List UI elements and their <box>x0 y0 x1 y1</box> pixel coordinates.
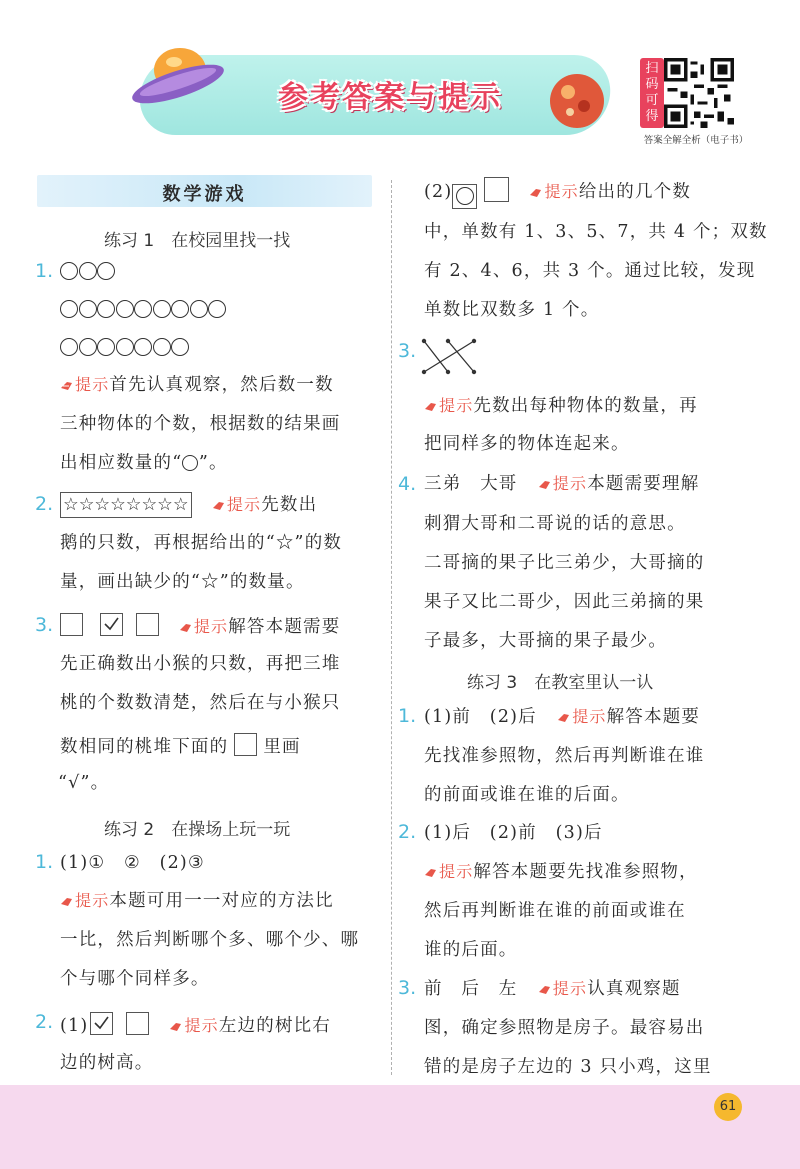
answer-box-checked <box>100 613 123 636</box>
answer-box-empty <box>126 1012 149 1035</box>
ex3-q1-number: 1. <box>398 705 417 727</box>
qr-tag: 扫码可得 <box>640 58 664 128</box>
ex3-hint-2-line-3: 谁的后面。 <box>424 940 518 960</box>
ex3-q2-answer: (1)后 (2)前 (3)后 <box>424 823 603 843</box>
q2-number: 2. <box>35 493 54 515</box>
ex3-hint-2-line-1: 提示解答本题要先找准参照物， <box>424 861 698 883</box>
exercise-3-title: 练习 3 在教室里认一认 <box>467 673 654 693</box>
hint-icon <box>538 479 551 490</box>
hint-1-line-3: 出相应数量的“ ”。 <box>60 453 228 473</box>
exercise-2-title: 练习 2 在操场上玩一玩 <box>104 820 291 840</box>
ex3-q2-number: 2. <box>398 821 417 843</box>
r-q4-answer: 三弟 大哥 提示本题需要理解 <box>424 474 700 494</box>
hint-icon <box>538 984 551 995</box>
section-title: 数学游戏 <box>162 184 247 205</box>
ex3-q1-answer: (1)前 (2)后 提示解答本题要 <box>424 707 701 727</box>
r-hint-2-line-4: 单数比双数多 1 个。 <box>424 300 600 320</box>
ex2-q1-answer: (1)① ② (2)③ <box>60 853 205 873</box>
ex3-hint-1-line-3: 的前面或谁在谁的后面。 <box>424 785 630 805</box>
hint-2-line-3: 量，画出缺少的“☆”的数量。 <box>60 572 305 592</box>
hint-3-line-4: 数相同的桃堆下面的 里画 <box>60 733 301 758</box>
page-number: 61 <box>714 1093 742 1121</box>
ex2-q2-answer: (1) 提示左边的树比右 <box>60 1012 331 1037</box>
hint-1-line-2: 三种物体的个数，根据数的结果画 <box>60 414 341 434</box>
q1-number: 1. <box>35 260 54 282</box>
r-hint-4-line-2: 刺猬大哥和二哥说的话的意思。 <box>424 514 686 534</box>
check-icon <box>103 615 120 632</box>
hint-icon <box>424 867 437 878</box>
r-hint-4-line-3: 二哥摘的果子比三弟少，大哥摘的 <box>424 553 705 573</box>
ufo-illustration <box>128 40 228 118</box>
stars-answer: ☆☆☆☆☆☆☆☆ <box>60 492 192 518</box>
hint-icon <box>212 500 225 511</box>
ex2-q2-number: 2. <box>35 1011 54 1033</box>
hint-icon <box>60 380 73 391</box>
r-hint-3-line-2: 把同样多的物体连起来。 <box>424 434 630 454</box>
circles-row-1 <box>60 262 116 281</box>
answer-box-checked <box>90 1012 113 1035</box>
qr-code[interactable] <box>664 58 734 128</box>
ex2-q1-number: 1. <box>35 851 54 873</box>
r-hint-2-line-3: 有 2、4、6，共 3 个。通过比较，发现 <box>424 261 756 281</box>
hint-3-line-3: 桃的个数数清楚，然后在与小猴只 <box>60 693 341 713</box>
r-q3-number: 3. <box>398 340 417 362</box>
hint-icon <box>557 712 570 723</box>
stars-answer-line: ☆☆☆☆☆☆☆☆ 提示先数出 <box>60 492 317 518</box>
page-title: 参考答案与提示 <box>278 80 502 115</box>
exercise-1-title: 练习 1 在校园里找一找 <box>104 231 291 251</box>
hint-icon <box>424 401 437 412</box>
hint-icon <box>60 896 73 907</box>
ex3-q3-number: 3. <box>398 977 417 999</box>
circles-row-3 <box>60 338 190 357</box>
ex2-hint-1-line-3: 个与哪个同样多。 <box>60 969 210 989</box>
matching-lines-diagram <box>420 337 480 377</box>
hint-label: 提示 <box>60 375 109 394</box>
hint-3-line-5: “√”。 <box>58 773 110 793</box>
hint-1-line-1: 提示首先认真观察，然后数一数 <box>60 374 334 396</box>
ex3-hint-3-line-3: 错的是房子左边的 3 只小鸡，这里 <box>424 1057 712 1077</box>
footer-wave <box>0 1072 800 1102</box>
r-hint-4-line-5: 子最多，大哥摘的果子最少。 <box>424 631 668 651</box>
ex2-hint-2-line-2: 边的树高。 <box>60 1053 154 1073</box>
hint-icon <box>529 187 542 198</box>
r-q4-number: 4. <box>398 473 417 495</box>
r-hint-2-line-2: 中，单数有 1、3、5、7，共 4 个；双数 <box>424 222 768 242</box>
ex3-hint-1-line-2: 先找准参照物，然后再判断谁在谁 <box>424 746 705 766</box>
check-icon <box>93 1014 110 1031</box>
ex3-hint-3-line-2: 图，确定参照物是房子。最容易出 <box>424 1018 705 1038</box>
ex3-hint-2-line-2: 然后再判断谁在谁的前面或谁在 <box>424 901 686 921</box>
answer-box-1 <box>60 613 83 636</box>
planet-illustration <box>548 72 606 130</box>
hint-2-line-2: 鹅的只数，再根据给出的“☆”的数 <box>60 533 343 553</box>
q3-answer-line: 提示解答本题需要 <box>60 613 340 638</box>
ex2-hint-1-line-1: 提示本题可用一一对应的方法比 <box>60 890 334 912</box>
q3-number: 3. <box>35 614 54 636</box>
circles-row-2 <box>60 300 227 319</box>
hint-icon <box>169 1021 182 1032</box>
hint-3-line-2: 先正确数出小猴的只数，再把三堆 <box>60 654 341 674</box>
ex2-hint-1-line-2: 一比，然后判断哪个多、哪个少、哪 <box>60 930 360 950</box>
ex3-q3-answer: 前 后 左 提示认真观察题 <box>424 979 681 999</box>
r-q2-answer: (2) 提示给出的几个数 <box>424 177 691 209</box>
r-hint-4-line-4: 果子又比二哥少，因此三弟摘的果 <box>424 592 705 612</box>
qr-caption: 答案全解全析（电子书） <box>643 135 749 146</box>
column-divider <box>391 180 392 1075</box>
answer-box-3 <box>136 613 159 636</box>
r-hint-3-line-1: 提示先数出每种物体的数量，再 <box>424 395 698 417</box>
hint-icon <box>179 622 192 633</box>
